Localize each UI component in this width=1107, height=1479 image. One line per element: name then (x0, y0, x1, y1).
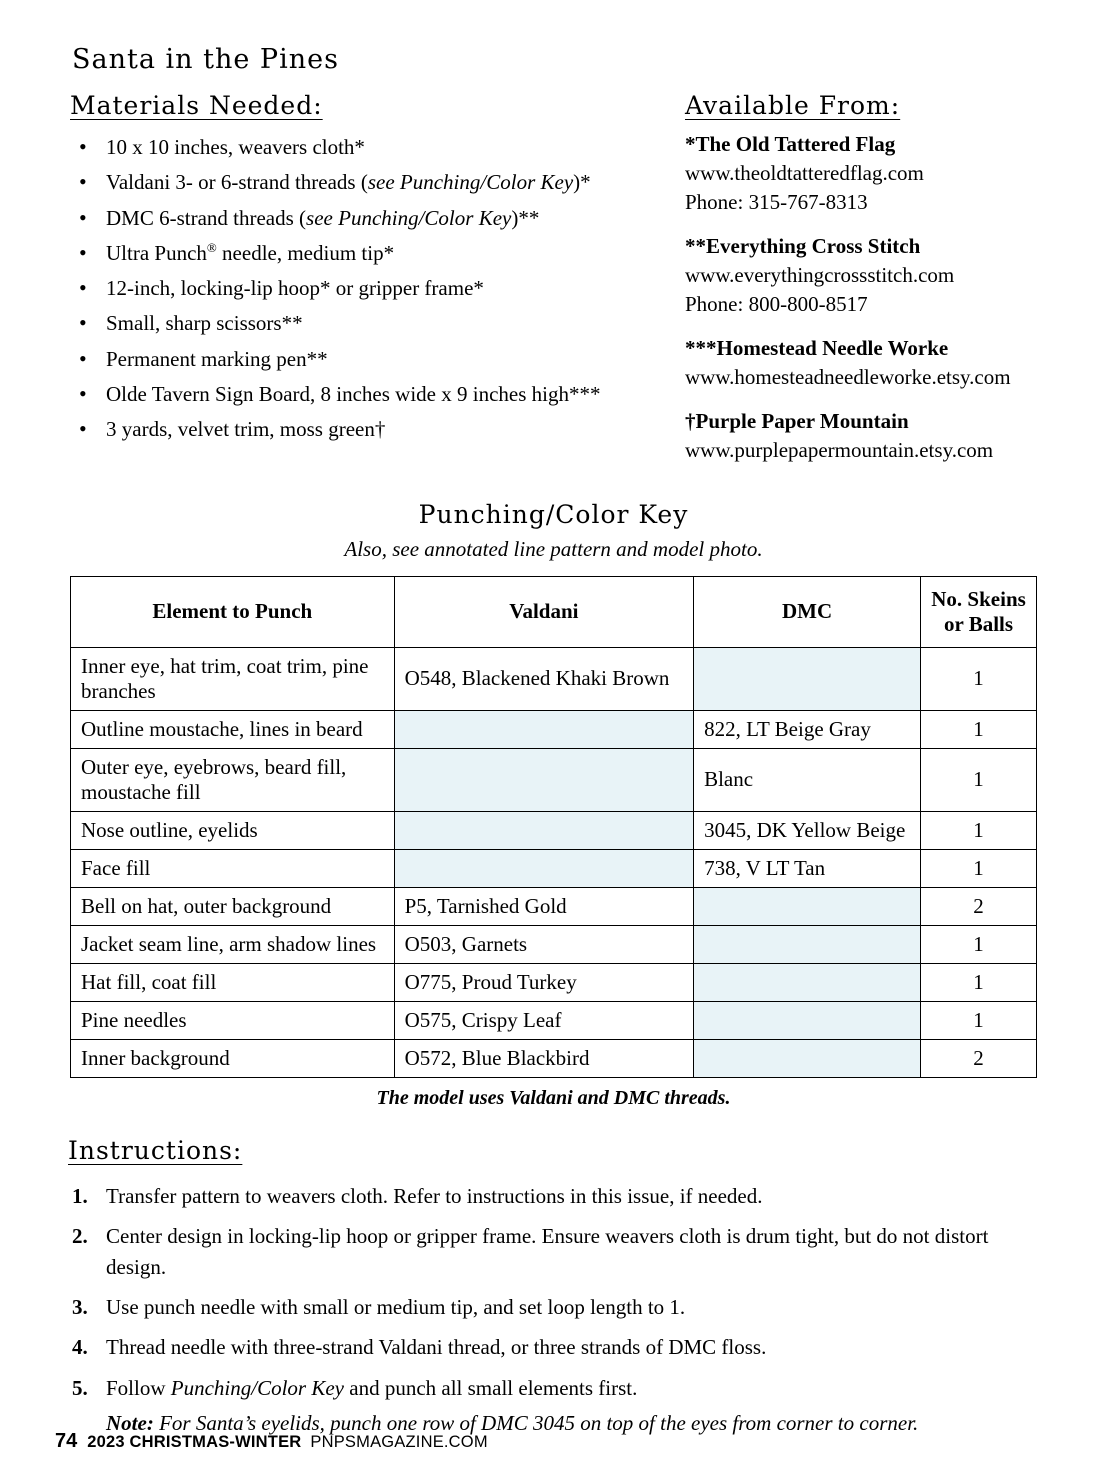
cell-element: Inner background (71, 1039, 395, 1077)
step-number: 1. (72, 1183, 88, 1208)
instructions-section (70, 1136, 1037, 1439)
table-row (71, 963, 1037, 1001)
supplier-phone: Phone: 315-767-8313 (685, 189, 868, 214)
header-element: Element to Punch (71, 576, 395, 647)
table-row (71, 710, 1037, 748)
cell-dmc: Blanc (694, 748, 921, 811)
cell-dmc (694, 1039, 921, 1077)
cell-dmc (694, 1001, 921, 1039)
site-label: PNPSMAGAZINE.COM (310, 1432, 488, 1451)
materials-item: • 3 yards, velvet trim, moss green† (106, 416, 685, 442)
supplier-block (685, 334, 1037, 392)
page-footer (55, 1430, 488, 1453)
instructions-list (70, 1181, 1037, 1439)
header-skeins: No. Skeins or Balls (921, 576, 1037, 647)
materials-item: • Small, sharp scissors** (106, 310, 685, 336)
available-from-section (685, 91, 1037, 480)
header-dmc: DMC (694, 576, 921, 647)
cell-skeins: 2 (921, 1039, 1037, 1077)
table-row (71, 748, 1037, 811)
color-key-heading: Punching/Color Key (418, 499, 689, 529)
cell-valdani: O503, Garnets (394, 925, 693, 963)
materials-item: • Ultra Punch® needle, medium tip* (106, 240, 685, 266)
cell-valdani (394, 748, 693, 811)
page-title: Santa in the Pines (72, 44, 339, 75)
note-text: For Santa’s eyelids, punch one row of DMC 3045 on top of the eyes from corner to corner. (153, 1411, 919, 1436)
cell-element: Face fill (71, 849, 395, 887)
available-from-heading: Available From: (685, 91, 901, 120)
step-text: Use punch needle with small or medium tip, and set loop length to 1. (106, 1295, 686, 1319)
step-number: 4. (72, 1335, 88, 1360)
materials-item-text: 10 x 10 inches, weavers cloth* (106, 135, 365, 159)
supplier-block (685, 130, 1037, 217)
supplier-url: www.everythingcrossstitch.com (685, 262, 955, 287)
supplier-block (685, 232, 1037, 319)
color-key-subtitle: Also, see annotated line pattern and model photo. (344, 536, 763, 561)
cell-skeins: 2 (921, 887, 1037, 925)
cell-valdani (394, 849, 693, 887)
supplier-name: ***Homestead Needle Worke (685, 335, 949, 360)
step-text: Transfer pattern to weavers cloth. Refer to instructions in this issue, if needed. (106, 1183, 763, 1208)
top-columns (70, 91, 1037, 480)
cell-dmc: 822, LT Beige Gray (694, 710, 921, 748)
materials-item: • DMC 6-strand threads (see Punching/Color Key)** (106, 205, 685, 231)
materials-heading: Materials Needed: (70, 91, 323, 120)
cell-dmc (694, 925, 921, 963)
instruction-step (72, 1221, 1037, 1282)
table-footnote: The model uses Valdani and DMC threads. (376, 1086, 731, 1109)
step-number: 5. (72, 1375, 88, 1400)
cell-dmc (694, 647, 921, 710)
supplier-name: **Everything Cross Stitch (685, 233, 921, 258)
materials-item: • Olde Tavern Sign Board, 8 inches wide x 9 inches high*** (106, 381, 685, 407)
cell-element: Nose outline, eyelids (71, 811, 395, 849)
materials-item: • Valdani 3- or 6-strand threads (see Punching/Color Key)* (106, 169, 685, 195)
table-row (71, 811, 1037, 849)
issue-label: 2023 CHRISTMAS-WINTER (87, 1432, 302, 1451)
table-row (71, 925, 1037, 963)
supplier-phone: Phone: 800-800-8517 (685, 291, 868, 316)
instruction-step (72, 1292, 1037, 1322)
materials-item: • Permanent marking pen** (106, 346, 685, 372)
step-text: Thread needle with three-strand Valdani thread, or three strands of DMC floss. (106, 1335, 767, 1360)
cell-dmc (694, 963, 921, 1001)
cell-element: Outer eye, eyebrows, beard fill, moustache fill (71, 748, 395, 811)
step-text: Center design in locking-lip hoop or gripper frame. Ensure weavers cloth is drum tight, but do not distort design. (106, 1224, 989, 1279)
materials-item (106, 134, 685, 160)
page-number: 74 (55, 1429, 78, 1452)
cell-element: Jacket seam line, arm shadow lines (71, 925, 395, 963)
note-label: Note: (106, 1411, 154, 1436)
cell-skeins: 1 (921, 647, 1037, 710)
instruction-step (72, 1181, 1037, 1211)
cell-valdani (394, 811, 693, 849)
cell-valdani: O775, Proud Turkey (394, 963, 693, 1001)
cell-valdani: O572, Blue Blackbird (394, 1039, 693, 1077)
instructions-heading: Instructions: (68, 1135, 243, 1165)
materials-item: • 12-inch, locking-lip hoop* or gripper frame* (106, 275, 685, 301)
supplier-name: *The Old Tattered Flag (685, 132, 896, 156)
cell-skeins: 1 (921, 1001, 1037, 1039)
supplier-block (685, 407, 1037, 465)
registered-mark: ® (206, 239, 217, 255)
supplier-url: www.homesteadneedleworke.etsy.com (685, 364, 1011, 389)
cell-dmc (694, 887, 921, 925)
table-row (71, 647, 1037, 710)
header-valdani: Valdani (394, 576, 693, 647)
table-row (71, 1001, 1037, 1039)
supplier-url: www.purplepapermountain.etsy.com (685, 437, 994, 462)
step-number: 3. (72, 1295, 88, 1319)
color-key-table (70, 576, 1037, 1078)
instruction-step (72, 1332, 1037, 1362)
supplier-name: †Purple Paper Mountain (685, 408, 909, 433)
cell-valdani: P5, Tarnished Gold (394, 887, 693, 925)
cell-element: Pine needles (71, 1001, 395, 1039)
cell-skeins: 1 (921, 710, 1037, 748)
instruction-step: 5. Follow Punching/Color Key and punch all small elements first. Note: For Santa’s eyelids, punch one row of DMC 3045 on top of the eyes from corner to corner. (106, 1373, 1037, 1439)
cell-skeins: 1 (921, 811, 1037, 849)
table-header-row (71, 576, 1037, 647)
materials-section (70, 91, 685, 480)
cell-dmc: 738, V LT Tan (694, 849, 921, 887)
cell-skeins: 1 (921, 925, 1037, 963)
supplier-url: www.theoldtatteredflag.com (685, 160, 924, 185)
table-row (71, 849, 1037, 887)
cell-valdani (394, 710, 693, 748)
cell-element: Inner eye, hat trim, coat trim, pine branches (71, 647, 395, 710)
table-row (71, 887, 1037, 925)
cell-element: Outline moustache, lines in beard (71, 710, 395, 748)
cell-element: Bell on hat, outer background (71, 887, 395, 925)
step-number: 2. (72, 1224, 88, 1249)
table-row (71, 1039, 1037, 1077)
cell-valdani: O575, Crispy Leaf (394, 1001, 693, 1039)
cell-valdani: O548, Blackened Khaki Brown (394, 647, 693, 710)
cell-dmc: 3045, DK Yellow Beige (694, 811, 921, 849)
cell-skeins: 1 (921, 849, 1037, 887)
cell-element: Hat fill, coat fill (71, 963, 395, 1001)
cell-skeins: 1 (921, 748, 1037, 811)
cell-skeins: 1 (921, 963, 1037, 1001)
materials-list (70, 134, 685, 442)
step-text: Follow (106, 1375, 171, 1400)
